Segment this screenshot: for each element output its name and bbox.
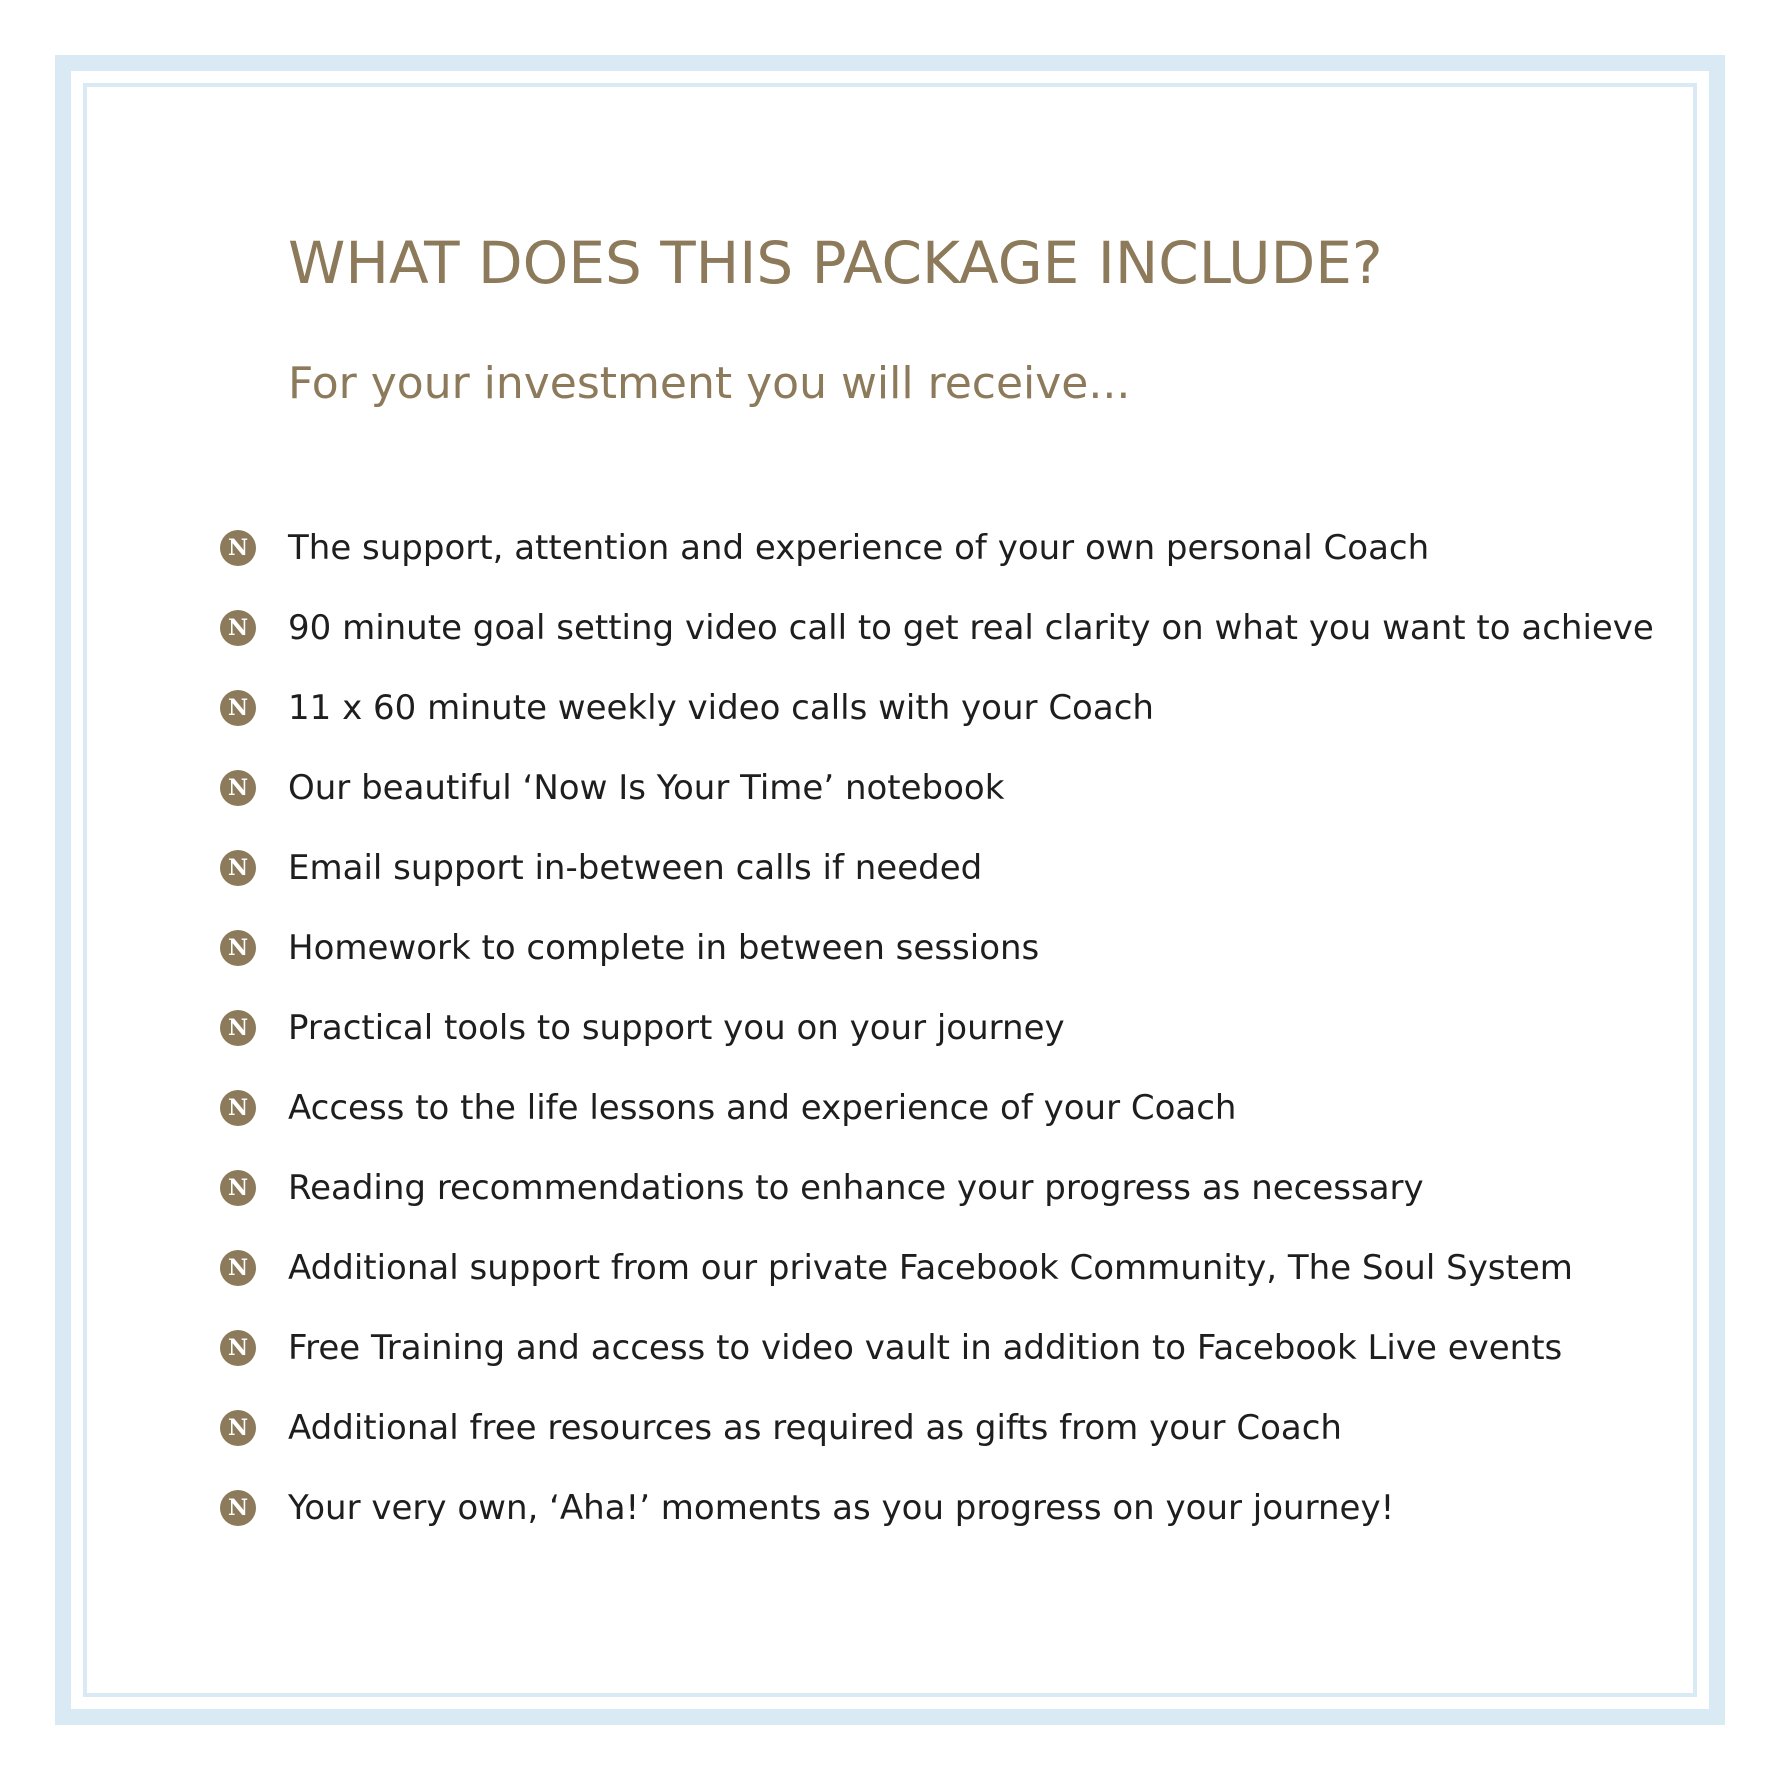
list-item	[220, 588, 1654, 668]
list-item	[220, 748, 1654, 828]
list-item	[220, 668, 1654, 748]
list-item-text: Additional support from our private Facebook Community, The Soul System	[288, 1248, 1573, 1288]
content	[288, 229, 1712, 409]
list-item-text: Our beautiful ‘Now Is Your Time’ notebook	[288, 768, 1005, 808]
n-monogram-icon: N	[220, 1010, 256, 1046]
n-monogram-icon: N	[220, 1250, 256, 1286]
list-item	[220, 1228, 1654, 1308]
n-monogram-icon: N	[220, 530, 256, 566]
list-item-text: Homework to complete in between sessions	[288, 928, 1040, 968]
list-item-text: Additional free resources as required as gifts from your Coach	[288, 1408, 1342, 1448]
list-item	[220, 988, 1654, 1068]
list-item-text: Access to the life lessons and experience of your Coach	[288, 1088, 1237, 1128]
n-monogram-icon: N	[220, 930, 256, 966]
list-item	[220, 1468, 1654, 1548]
n-monogram-icon: N	[220, 1410, 256, 1446]
n-monogram-icon: N	[220, 770, 256, 806]
list-item-text: Practical tools to support you on your journey	[288, 1008, 1065, 1048]
list-item-text: The support, attention and experience of your own personal Coach	[288, 528, 1430, 568]
list-item-text: Email support in-between calls if needed	[288, 848, 983, 888]
list-item-text: Free Training and access to video vault in addition to Facebook Live events	[288, 1328, 1563, 1368]
n-monogram-icon: N	[220, 1490, 256, 1526]
list-item	[220, 1308, 1654, 1388]
n-monogram-icon: N	[220, 1170, 256, 1206]
list-item-text: Reading recommendations to enhance your progress as necessary	[288, 1168, 1424, 1208]
n-monogram-icon: N	[220, 690, 256, 726]
list-item	[220, 828, 1654, 908]
list-item	[220, 1148, 1654, 1228]
page-subtitle: For your investment you will receive...	[288, 358, 1131, 409]
list-item	[220, 1068, 1654, 1148]
page-title: WHAT DOES THIS PACKAGE INCLUDE?	[288, 229, 1383, 297]
list-item	[220, 1388, 1654, 1468]
n-monogram-icon: N	[220, 850, 256, 886]
list-item-text: 90 minute goal setting video call to get real clarity on what you want to achieve	[288, 608, 1654, 648]
n-monogram-icon: N	[220, 610, 256, 646]
package-items-list	[220, 508, 1654, 1548]
n-monogram-icon: N	[220, 1090, 256, 1126]
list-item-text: 11 x 60 minute weekly video calls with your Coach	[288, 688, 1154, 728]
list-item-text: Your very own, ‘Aha!’ moments as you progress on your journey!	[288, 1488, 1395, 1528]
list-item	[220, 908, 1654, 988]
list-item	[220, 508, 1654, 588]
n-monogram-icon: N	[220, 1330, 256, 1366]
